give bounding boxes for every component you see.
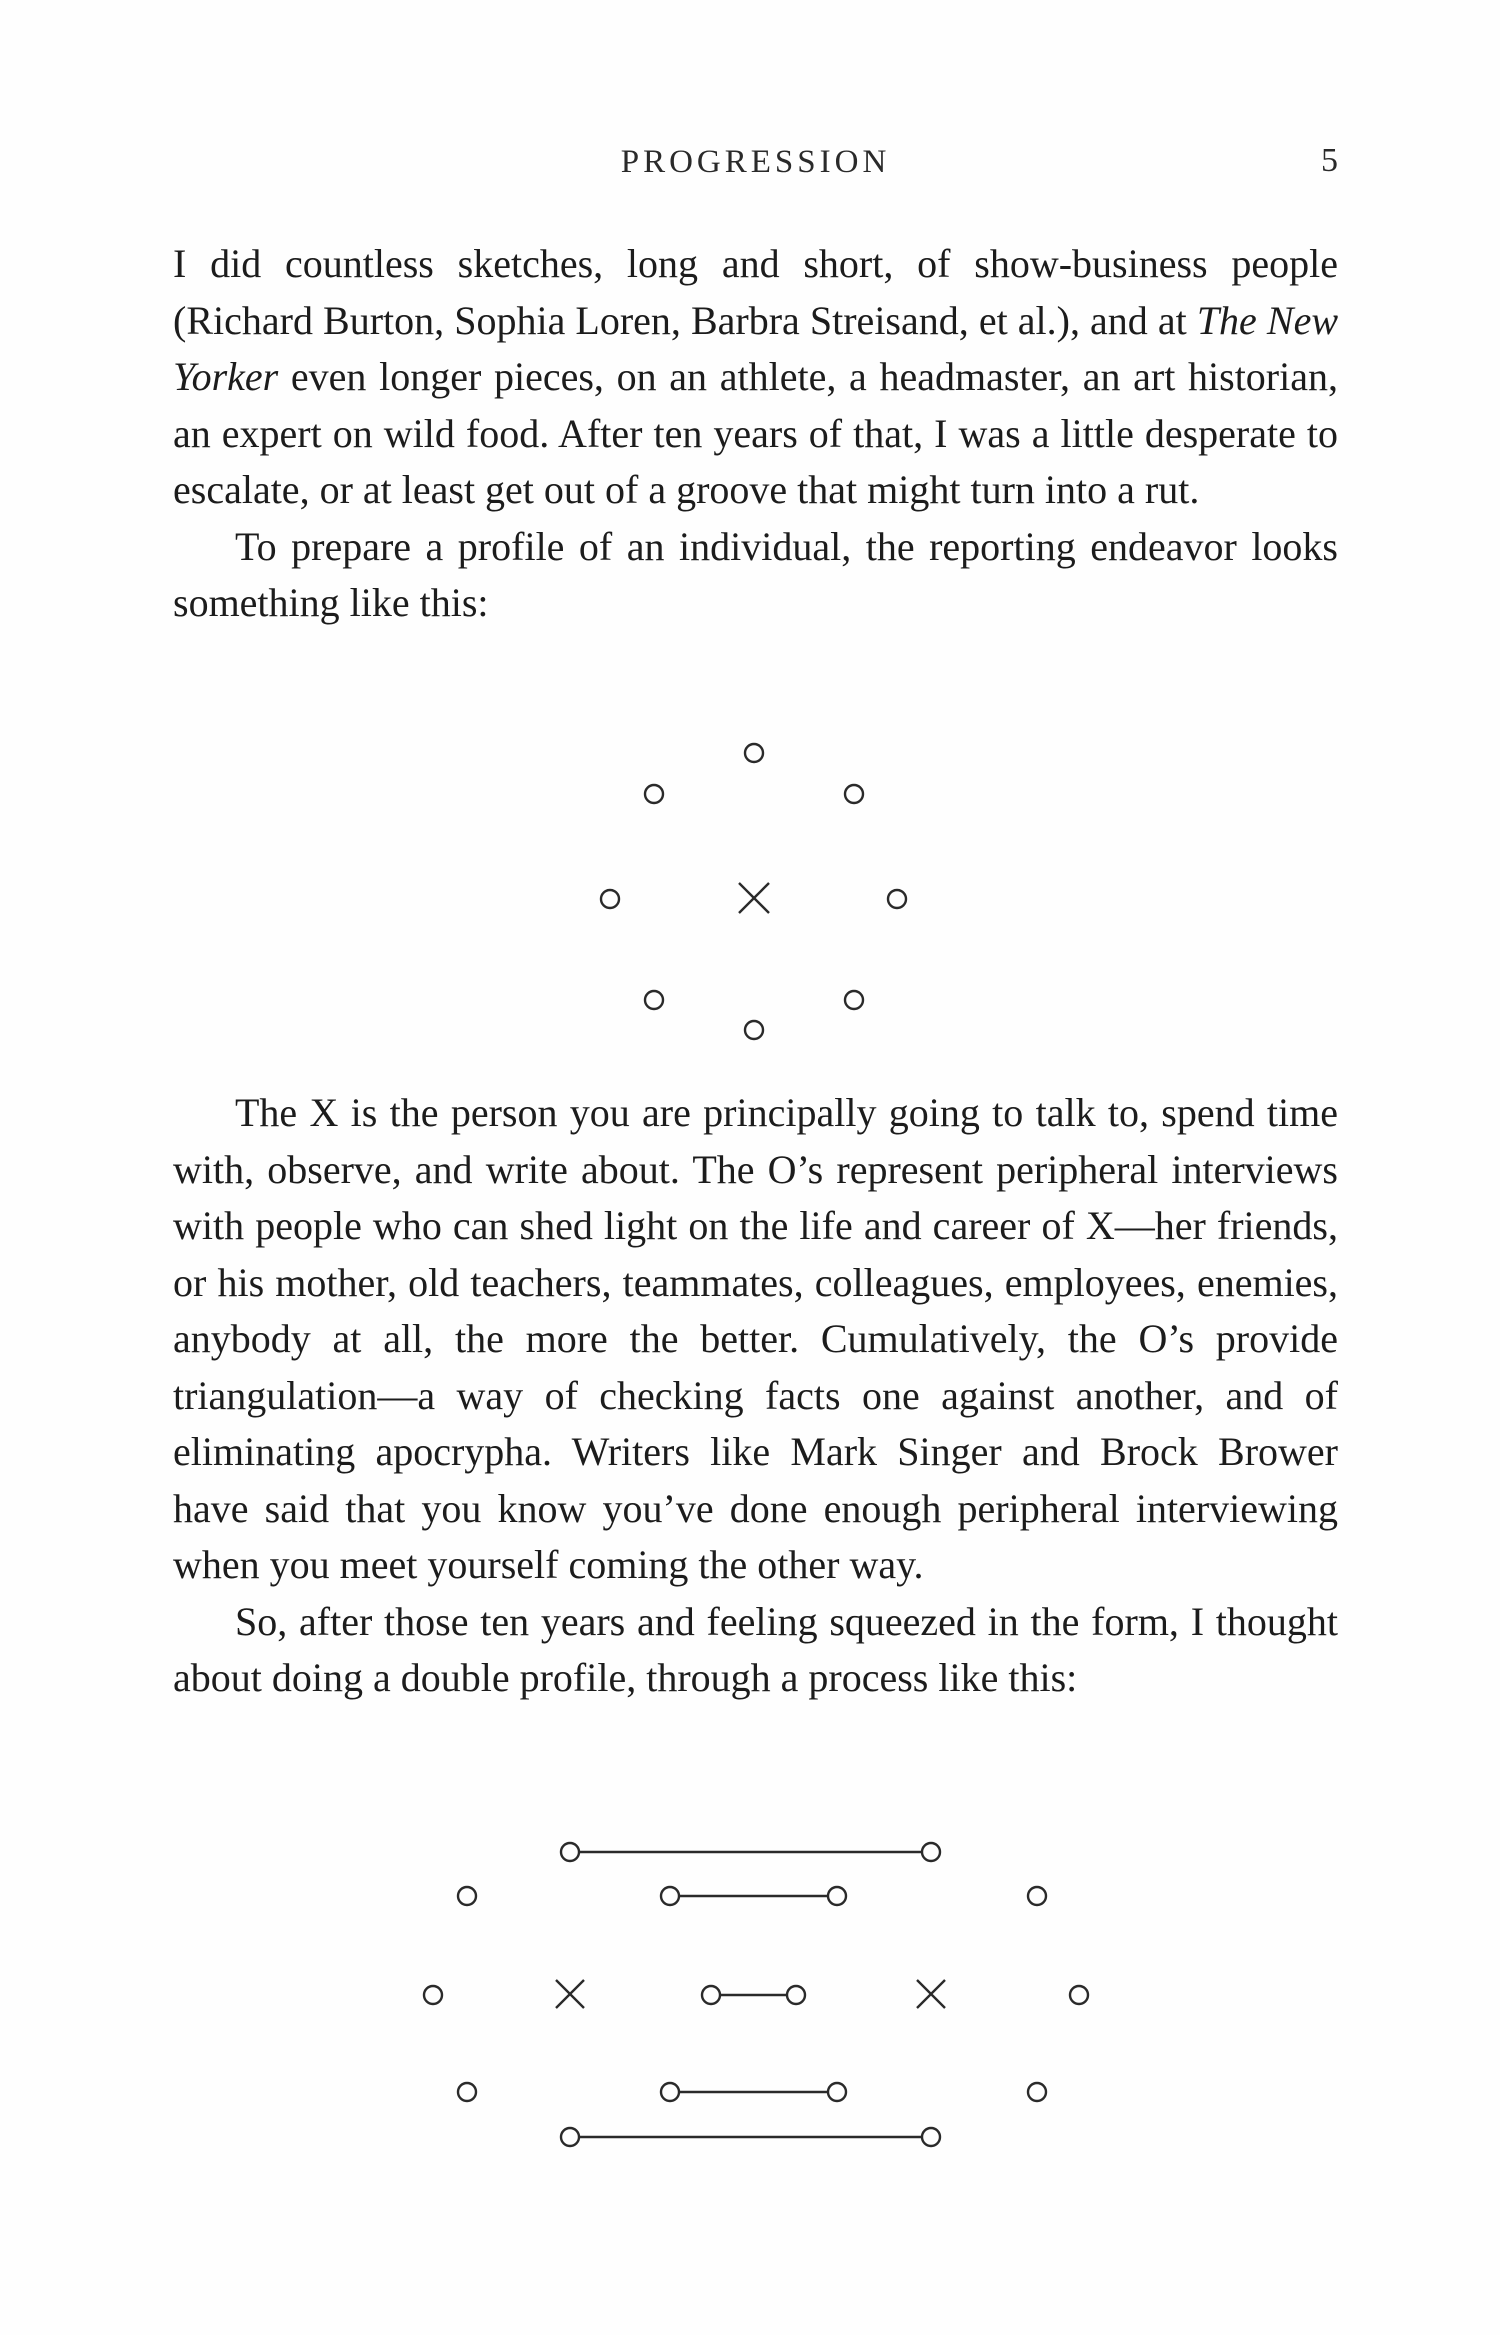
center-x-mark — [739, 883, 769, 913]
peripheral-o-right — [888, 890, 906, 908]
peripheral-o-right-upper — [1028, 1887, 1046, 1905]
peripheral-o-left-upper — [458, 1887, 476, 1905]
peripheral-o-lower-left — [645, 991, 663, 1009]
linked-pair-top-long — [561, 1843, 940, 1861]
double-profile-diagram — [420, 1830, 1100, 2150]
paragraph-1 — [173, 236, 1338, 519]
magazine-title: The New Yorker — [173, 297, 1339, 399]
paragraph-1-text-a: I did countless sketches, long and short, of show-business people (Richard Burton, Sophia Loren, Barbra Streisand, et al.), and at — [173, 241, 1338, 343]
peripheral-o-left-lower — [458, 2083, 476, 2101]
linked-pair-lower — [661, 2083, 846, 2101]
text-block-bottom — [173, 1085, 1338, 1707]
peripheral-o-lower-right — [845, 991, 863, 1009]
peripheral-o-right-lower — [1028, 2083, 1046, 2101]
center-x-mark-right — [917, 1980, 945, 2008]
peripheral-o-left-middle — [424, 1986, 442, 2004]
page-number: 5 — [1321, 142, 1338, 179]
running-title: PROGRESSION — [620, 144, 891, 180]
peripheral-o-top — [745, 744, 763, 762]
peripheral-o-left — [601, 890, 619, 908]
single-profile-diagram — [580, 730, 920, 1050]
text-block-top — [173, 236, 1338, 632]
paragraph-4: So, after those ten years and feeling squeezed in the form, I thought about doing a double profile, through a process like this: — [173, 1598, 1338, 1700]
linked-pair-upper — [661, 1887, 846, 1905]
peripheral-o-upper-right — [845, 785, 863, 803]
paragraph-3: The X is the person you are principally going to talk to, spend time with, observe, and write about. The O’s represent peripheral interviews with people who can shed light on the life and career of X—her friends, or his mother, old teachers, teammates, colleagues, employees, enemies, anybody at all, the more the better. Cumulatively, the O’s provide triangulation—a way of checking facts one against another, and of eliminating apocrypha. Writers like Mark Singer and Brock Brower have said that you know you’ve done enough peripheral interviewing when you meet yourself coming the other way. — [173, 1090, 1338, 1587]
running-head — [173, 140, 1338, 190]
paragraph-1-text-b: even longer pieces, on an athlete, a headmaster, an art historian, an expert on wild food. After ten years of that, I was a little desperate to escalate, or at least get out of a groove that might turn into a rut. — [173, 354, 1338, 512]
paragraph-2: To prepare a profile of an individual, the reporting endeavor looks something like this: — [173, 523, 1338, 625]
peripheral-o-upper-left — [645, 785, 663, 803]
peripheral-o-bottom — [745, 1021, 763, 1039]
center-x-mark-left — [556, 1980, 584, 2008]
linked-pair-middle — [702, 1986, 805, 2004]
linked-pair-bottom-long — [561, 2128, 940, 2146]
peripheral-o-right-middle — [1070, 1986, 1088, 2004]
